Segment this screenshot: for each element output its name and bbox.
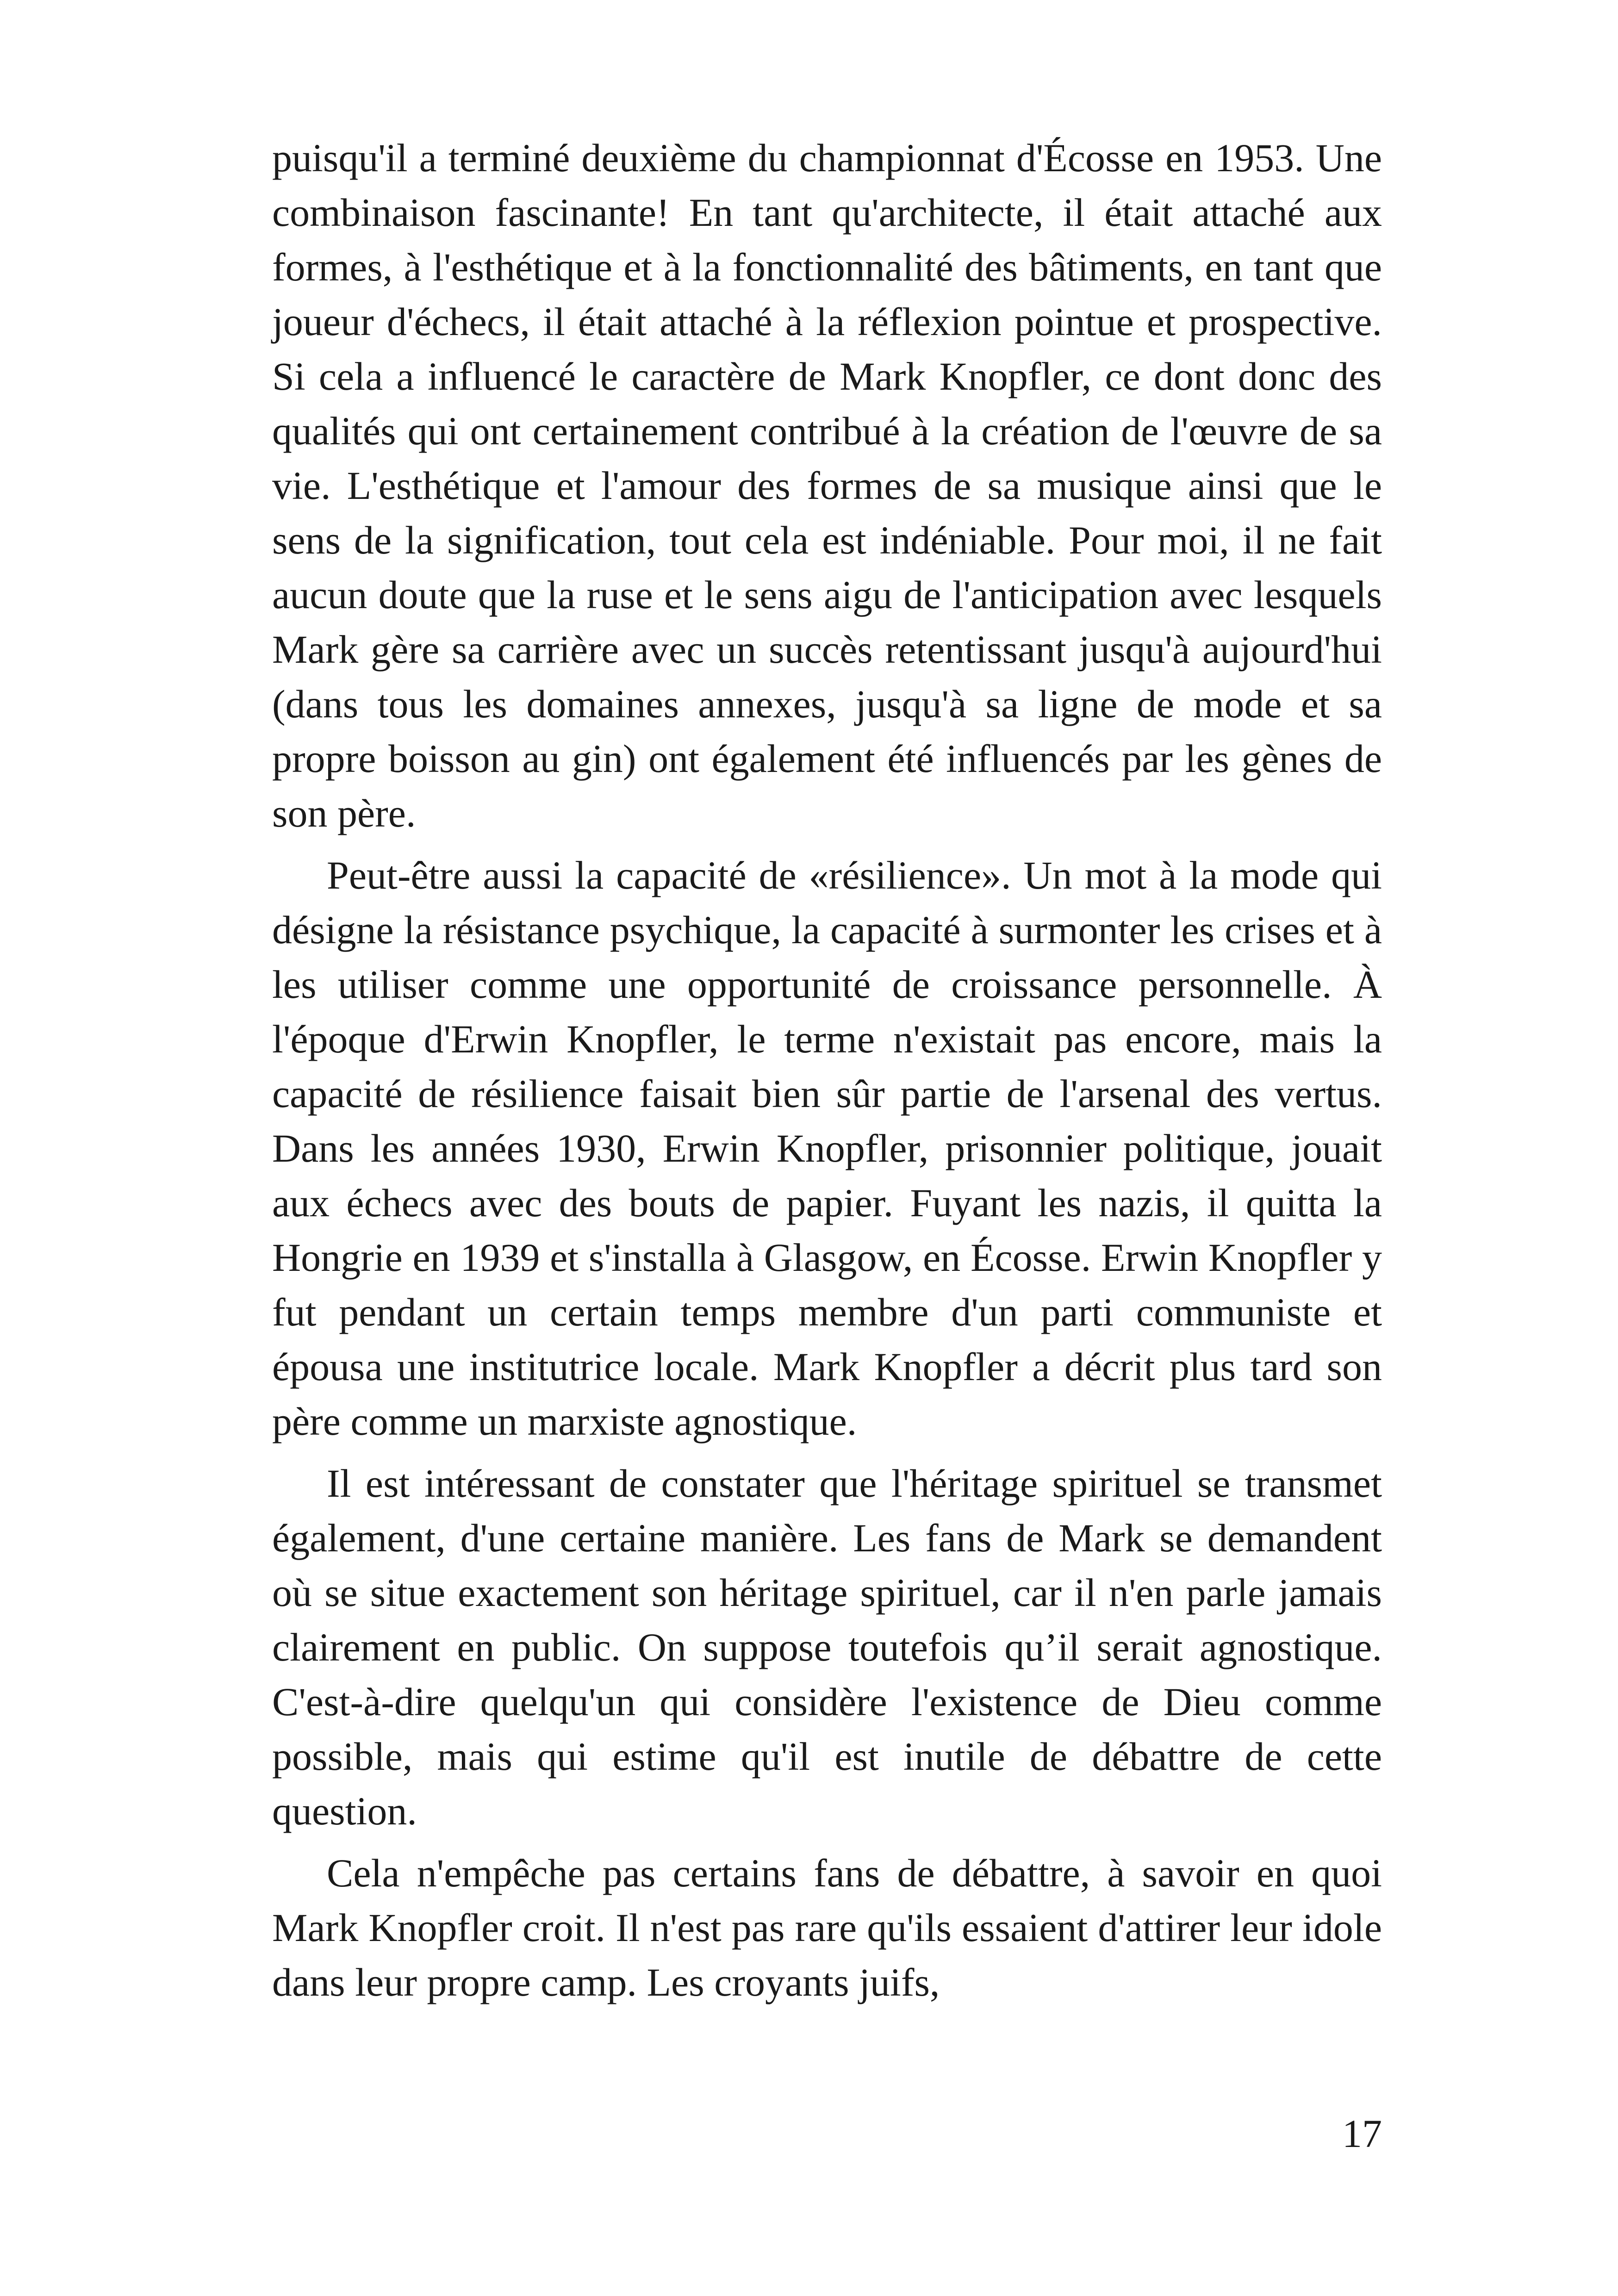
- paragraph-resilience: Peut-être aussi la capacité de «résilience». Un mot à la mode qui désigne la résistance psychique, la capacité à surmonter les crises et à les utiliser comme une opportunité de croissance personnelle. À l'époque d'Erwin Knopfler, le terme n'existait pas encore, mais la capacité de résilience faisait bien sûr partie de l'arsenal des vertus. Dans les années 1930, Erwin Knopfler, prisonnier politique, jouait aux échecs avec des bouts de papier. Fuyant les nazis, il quitta la Hongrie en 1939 et s'installa à Glasgow, en Écosse. Erwin Knopfler y fut pendant un certain temps membre d'un parti communiste et épousa une institutrice locale. Mark Knopfler a décrit plus tard son père comme un marxiste agnostique.: [272, 853, 1382, 1444]
- body-text: [272, 131, 1382, 2010]
- page-number: 17: [1342, 2111, 1382, 2156]
- paragraph-fans-debate: Cela n'empêche pas certains fans de débattre, à savoir en quoi Mark Knopfler croit. Il n'est pas rare qu'ils essaient d'attirer leur idole dans leur propre camp. Les croyants juifs,: [272, 1851, 1382, 2004]
- paragraph-continued: puisqu'il a terminé deuxième du championnat d'Écosse en 1953. Une combinaison fascinante! En tant qu'architecte, il était attaché aux formes, à l'esthétique et à la fonctionnalité des bâtiments, en tant que joueur d'échecs, il était attaché à la réflexion pointue et prospective. Si cela a influencé le caractère de Mark Knopfler, ce dont donc des qualités qui ont certainement contribué à la création de l'œuvre de sa vie. L'esthétique et l'amour des formes de sa musique ainsi que le sens de la signification, tout cela est indéniable. Pour moi, il ne fait aucun doute que la ruse et le sens aigu de l'anticipation avec lesquels Mark gère sa carrière avec un succès retentissant jusqu'à aujourd'hui (dans tous les domaines annexes, jusqu'à sa ligne de mode et sa propre boisson au gin) ont également été influencés par les gènes de son père.: [272, 136, 1382, 835]
- paragraph-spiritual-heritage: Il est intéressant de constater que l'héritage spirituel se transmet également, d'une certaine manière. Les fans de Mark se demandent où se situe exactement son héritage spirituel, car il n'en parle jamais clairement en public. On suppose toutefois qu’il serait agnostique. C'est-à-dire quelqu'un qui considère l'existence de Dieu comme possible, mais qui estime qu'il est inutile de débattre de cette question.: [272, 1461, 1382, 1833]
